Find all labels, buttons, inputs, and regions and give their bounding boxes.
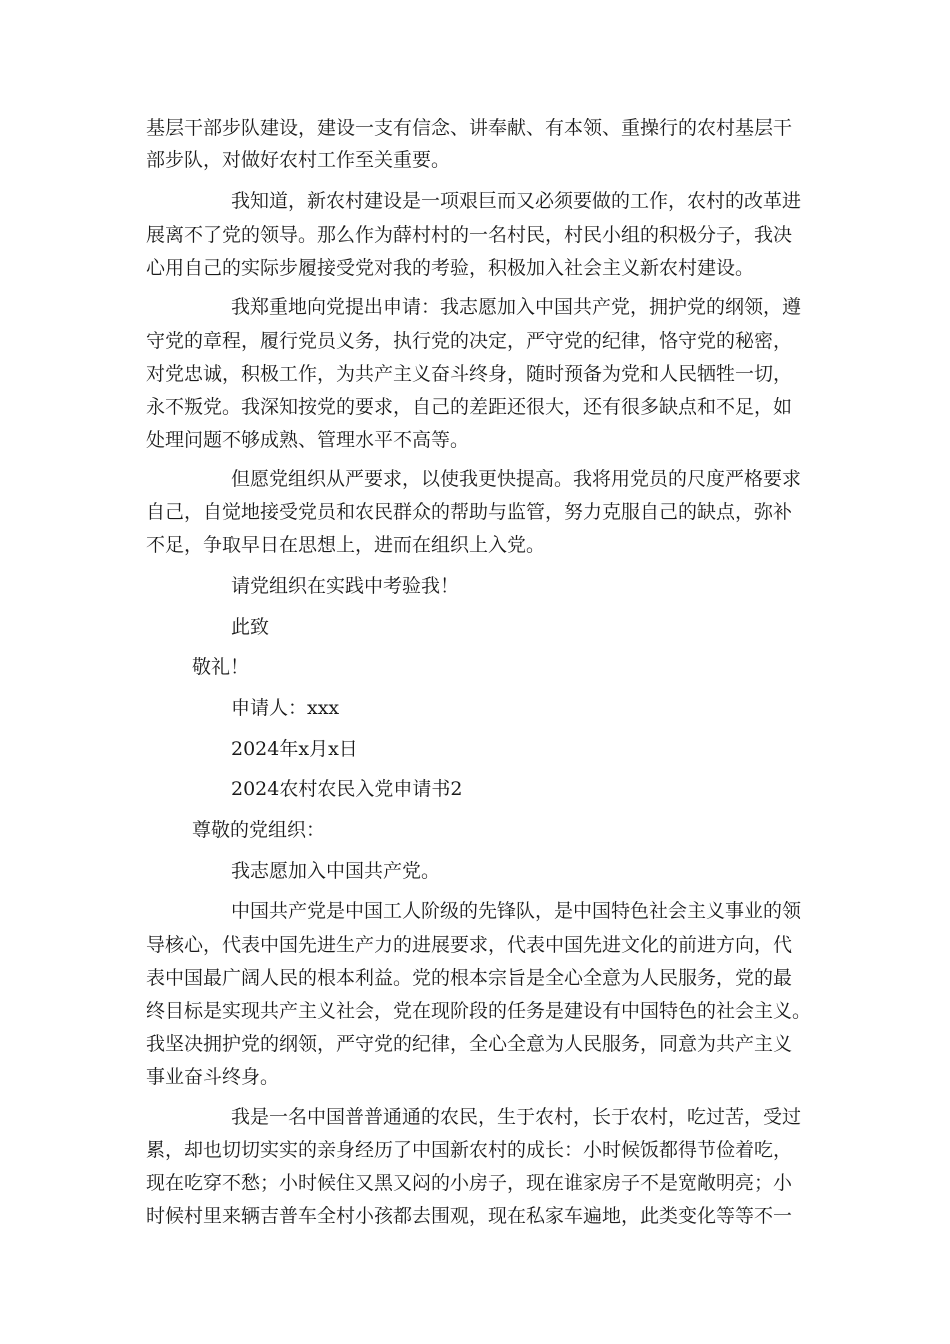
text-line: 展离不了党的领导。那么作为薛村村的一名村民，村民小组的积极分子，我决	[146, 224, 793, 246]
text-line: 请党组织在实践中考验我！	[231, 575, 460, 597]
text-line: 中国共产党是中国工人阶级的先锋队，是中国特色社会主义事业的领	[231, 900, 802, 922]
text-line: 现在吃穿不愁；小时候住又黑又闷的小房子，现在谁家房子不是宽敞明亮；小	[146, 1172, 793, 1194]
text-line: 事业奋斗终身。	[146, 1066, 280, 1088]
text-line: 永不叛党。我深知按党的要求，自己的差距还很大，还有很多缺点和不足，如	[146, 396, 793, 418]
text-line: 基层干部步队建设，建设一支有信念、讲奉献、有本领、重操行的农村基层干	[146, 117, 793, 139]
text-line: 但愿党组织从严要求，以使我更快提高。我将用党员的尺度严格要求	[231, 468, 802, 490]
text-line: 处理问题不够成熟、管理水平不高等。	[146, 429, 470, 451]
text-line: 尊敬的党组织：	[192, 819, 326, 841]
text-line: 2024农村农民入党申请书2	[231, 778, 463, 800]
text-line: 我知道，新农村建设是一项艰巨而又必须要做的工作，农村的改革进	[231, 190, 802, 212]
text-line: 导核心，代表中国先进生产力的进展要求，代表中国先进文化的前进方向，代	[146, 934, 793, 956]
text-line: 2024年x月x日	[231, 738, 358, 760]
text-line: 我志愿加入中国共产党。	[231, 860, 441, 882]
text-line: 我郑重地向党提出申请：我志愿加入中国共产党，拥护党的纲领，遵	[231, 296, 802, 318]
text-line: 我坚决拥护党的纲领，严守党的纪律，全心全意为人民服务，同意为共产主义	[146, 1033, 793, 1055]
text-line: 部步队，对做好农村工作至关重要。	[146, 149, 451, 171]
text-line: 终目标是实现共产主义社会，党在现阶段的任务是建设有中国特色的社会主义。	[146, 1000, 812, 1022]
text-line: 守党的章程，履行党员义务，执行党的决定，严守党的纪律，恪守党的秘密，	[146, 330, 793, 352]
text-line: 自己，自觉地接受党员和农民群众的帮助与监管，努力克服自己的缺点，弥补	[146, 501, 793, 523]
text-line: 申请人：xxx	[231, 697, 340, 719]
text-line: 累，却也切切实实的亲身经历了中国新农村的成长：小时候饭都得节俭着吃，	[146, 1139, 793, 1161]
text-line: 心用自己的实际步履接受党对我的考验，积极加入社会主义新农村建设。	[146, 257, 755, 279]
text-line: 不足，争取早日在思想上，进而在组织上入党。	[146, 534, 546, 556]
text-line: 表中国最广阔人民的根本利益。党的根本宗旨是全心全意为人民服务，党的最	[146, 967, 793, 989]
text-line: 敬礼！	[192, 656, 250, 678]
text-line: 对党忠诚，积极工作，为共产主义奋斗终身，随时预备为党和人民牺牲一切，	[146, 363, 793, 385]
text-line: 此致	[231, 616, 270, 638]
text-line: 时候村里来辆吉普车全村小孩都去围观，现在私家车遍地，此类变化等等不一	[146, 1205, 793, 1227]
text-line: 我是一名中国普普通通的农民，生于农村，长于农村，吃过苦，受过	[231, 1106, 802, 1128]
